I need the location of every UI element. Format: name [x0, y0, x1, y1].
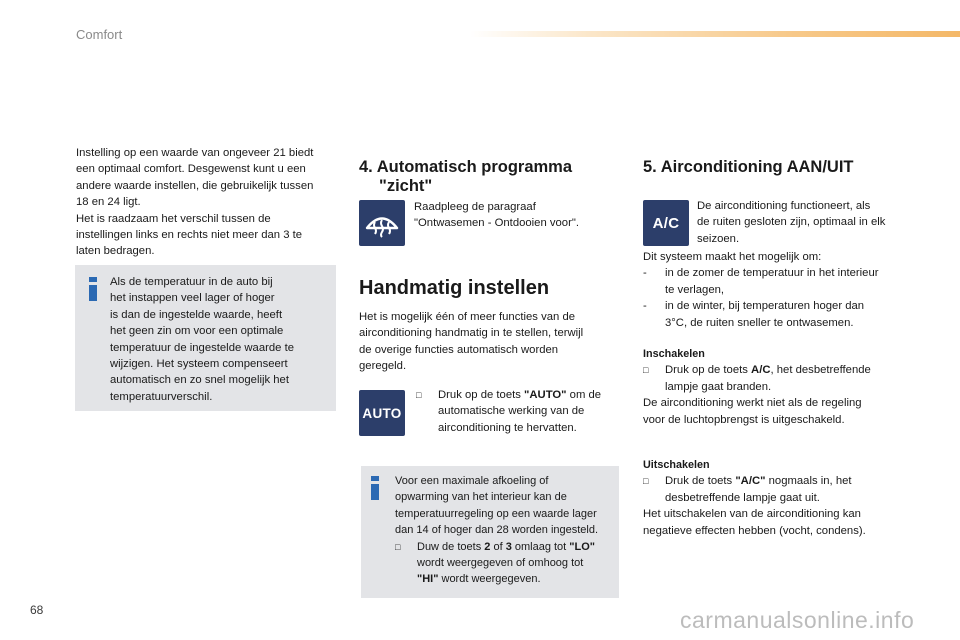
key-label: A/C	[751, 364, 771, 377]
text-line: 3°C, de ruiten sneller te ontwasemen.	[665, 316, 854, 329]
info-box-temperature	[75, 265, 336, 411]
text-line: lampje gaat branden.	[665, 380, 772, 393]
header-decoration-bar	[470, 31, 960, 37]
switch-on-title: Inschakelen	[643, 348, 705, 360]
bullet-item	[643, 473, 923, 489]
text-line: geregeld.	[359, 360, 407, 373]
text-line: airconditioning te hervatten.	[438, 421, 577, 434]
text-line: een optimaal comfort. Desgewenst kunt u een	[76, 163, 306, 176]
text-line: laten bedragen.	[76, 245, 155, 258]
text-line: temperatuurregeling op een waarde lager	[395, 507, 597, 520]
text-run: in de zomer de temperatuur in het interieur	[665, 267, 879, 280]
manual-paragraph	[359, 309, 619, 375]
text-run: in de winter, bij temperaturen hoger dan	[665, 300, 865, 313]
dash-item	[643, 265, 923, 281]
text-line: desbetreffende lampje gaat uit.	[665, 491, 820, 504]
bullet-glyph: □	[395, 541, 401, 552]
text-line: opwarming van het interieur kan de	[395, 491, 567, 504]
text-line: Het uitschakelen van de airconditioning kan	[643, 508, 861, 521]
text-line: Het is raadzaam het verschil tussen de	[76, 212, 271, 225]
text-line: dan 14 of hoger dan 28 worden ingesteld.	[395, 524, 599, 537]
text-run: om de	[566, 389, 602, 401]
text-line: 18 en 24 ligt.	[76, 196, 141, 209]
auto-button-icon	[359, 390, 405, 436]
auto-icon-label: AUTO	[362, 405, 402, 421]
ac-button-icon	[643, 200, 689, 246]
text-line: wijzigen. Het systeem compenseert	[110, 358, 288, 371]
switch-off-section	[643, 457, 923, 539]
dash-glyph: -	[643, 267, 647, 280]
text-line: Voor een maximale afkoeling of	[395, 475, 549, 487]
text-line: voor de luchtopbrengst is uitgeschakeld.	[643, 413, 845, 426]
text-run: nogmaals in, het	[765, 475, 852, 488]
text-line: airconditioning handmatig in te stellen, terwijl	[359, 327, 584, 340]
key-label: 3	[505, 540, 512, 553]
text-line: seizoen.	[697, 232, 740, 245]
switch-on-section	[643, 346, 923, 428]
text-line: Als de temperatuur in de auto bij	[110, 276, 273, 288]
system-capabilities	[643, 249, 923, 331]
text-line: de ruiten gesloten zijn, optimaal in elk	[697, 216, 886, 229]
text-line: De airconditioning functioneert, als	[697, 200, 871, 212]
text-line: te verlagen,	[665, 283, 725, 296]
key-label: "A/C"	[735, 475, 766, 488]
text-line: automatisch en zo snel mogelijk het	[110, 374, 289, 387]
section-4-title	[359, 158, 619, 196]
text-line: automatische werking van de	[438, 405, 585, 418]
bullet-item	[643, 362, 923, 378]
section-label: Comfort	[76, 27, 123, 42]
section-4-text	[414, 199, 614, 232]
info-icon	[89, 277, 97, 301]
info-box-max-cooling	[361, 466, 619, 598]
key-label: 2	[484, 540, 491, 553]
text-line: Dit systeem maakt het mogelijk om:	[643, 251, 822, 263]
text-line	[395, 571, 617, 587]
watermark: carmanualsonline.info	[680, 607, 915, 633]
text-line: Instelling op een waarde van ongeveer 21 biedt	[76, 147, 314, 159]
text-line: temperatuurverschil.	[110, 390, 213, 403]
windscreen-demist-icon	[359, 200, 405, 246]
text-line: het instappen veel lager of hoger	[110, 292, 275, 305]
text-line: Het is mogelijk één of meer functies van de	[359, 311, 576, 323]
text-run: Druk op de toets	[665, 364, 752, 377]
key-label: "HI"	[417, 573, 439, 586]
text-run: Druk de toets	[665, 475, 736, 488]
bullet-item	[395, 539, 617, 555]
section-5-title: 5. Airconditioning AAN/UIT	[643, 158, 854, 176]
info-icon	[371, 476, 379, 500]
text-line: De airconditioning werkt niet als de regeling	[643, 397, 862, 410]
bullet-item	[416, 387, 621, 403]
text-run: omlaag tot	[511, 540, 570, 553]
manual-settings-title: Handmatig instellen	[359, 277, 550, 299]
title-line: "zicht"	[379, 177, 433, 195]
text-run: , het desbetreffende	[770, 364, 871, 377]
info-text	[110, 274, 330, 405]
text-line: temperatuur de ingestelde waarde te	[110, 341, 295, 354]
switch-off-title: Uitschakelen	[643, 459, 710, 471]
dash-glyph: -	[643, 300, 647, 313]
key-label: "AUTO"	[524, 389, 567, 401]
bullet-glyph: □	[643, 476, 649, 487]
text-line: het geen zin om voor een optimale	[110, 325, 284, 338]
text-line: de overige functies automatisch worden	[359, 343, 559, 356]
bullet-glyph: □	[416, 390, 422, 400]
text-line: "Ontwasemen - Ontdooien voor".	[414, 217, 580, 230]
text-line: andere waarde instellen, die gebruikelijk tussen	[76, 179, 314, 192]
text-line: is dan de ingestelde waarde, heeft	[110, 308, 283, 321]
title-line: 4. Automatisch programma	[359, 158, 573, 176]
ac-intro-text	[697, 198, 912, 247]
text-line: negatieve effecten hebben (vocht, condens).	[643, 524, 866, 537]
bullet-glyph: □	[643, 365, 649, 376]
text-run: Duw de toets	[417, 540, 485, 553]
text-run: Druk op de toets	[438, 389, 525, 401]
text-line: Raadpleeg de paragraaf	[414, 201, 536, 213]
intro-paragraph	[76, 145, 346, 260]
key-label: "LO"	[569, 540, 596, 553]
text-line: instellingen links en rechts niet meer dan 3 te	[76, 229, 303, 242]
text-line: wordt weergegeven of omhoog tot	[417, 557, 584, 570]
text-run: of	[490, 540, 506, 553]
dash-item	[643, 298, 923, 314]
text-run: wordt weergegeven.	[438, 573, 541, 586]
ac-icon-label: A/C	[652, 214, 680, 232]
auto-bullet	[416, 387, 621, 436]
info-text	[395, 473, 617, 588]
page-number: 68	[30, 603, 44, 617]
